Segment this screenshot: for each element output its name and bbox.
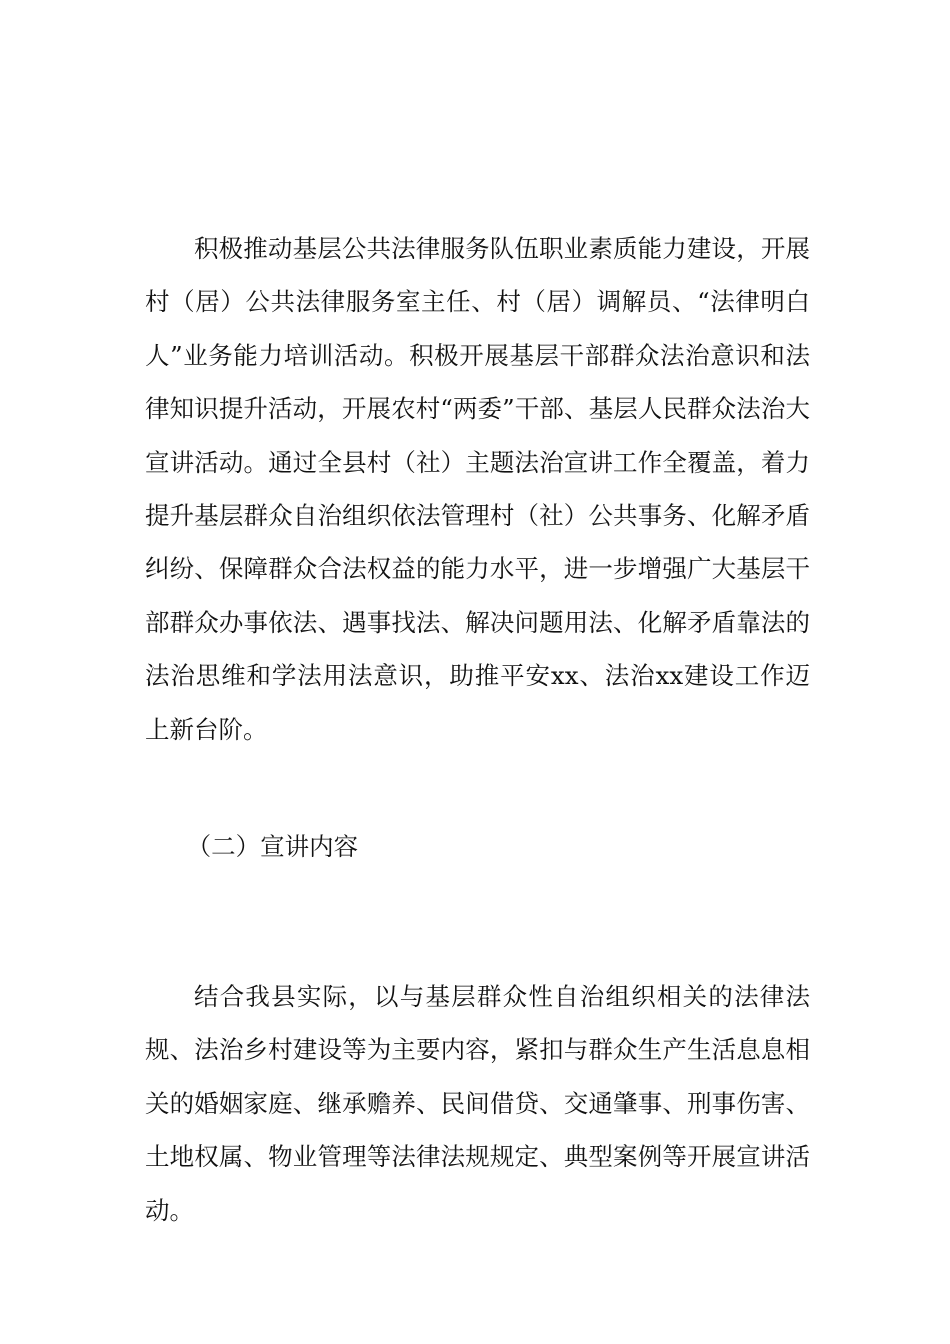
body-paragraph-training: 积极推动基层公共法律服务队伍职业素质能力建设，开展村（居）公共法律服务室主任、村（居）调解员、“法律明白人”业务能力培训活动。积极开展基层干部群众法治意识和法律知识提升活动，开展农村“两委”干部、基层人民群众法治大宣讲活动。通过全县村（社）主题法治宣讲工作全覆盖，着力提升基层群众自治组织依法管理村（社）公共事务、化解矛盾纠纷、保障群众合法权益的能力水平，进一步增强广大基层干部群众办事依法、遇事找法、解决问题用法、化解矛盾靠法的法治思维和学法用法意识，助推平安xx、法治xx建设工作迈上新台阶。 [145, 234, 810, 744]
section-heading-lecture-content: （二）宣讲内容 [186, 832, 359, 861]
body-paragraph-content: 结合我县实际，以与基层群众性自治组织相关的法律法规、法治乡村建设等为主要内容，紧扣与群众生产生活息息相关的婚姻家庭、继承赡养、民间借贷、交通肇事、刑事伤害、土地权属、物业管理等法律法规规定、典型案例等开展宣讲活动。 [145, 982, 810, 1225]
